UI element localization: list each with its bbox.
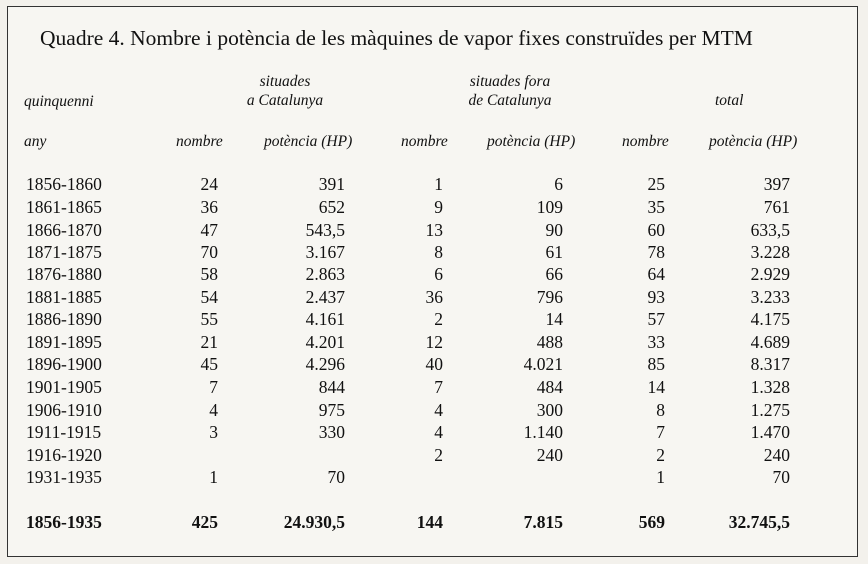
table-row-14-tot-n: 1: [656, 467, 665, 487]
table-row-10-tot-n: 14: [647, 377, 665, 397]
table-row-5-tot-hp: 2.929: [750, 264, 790, 284]
header-any: any: [24, 133, 47, 150]
table-total-row-cat-n: 425: [191, 512, 218, 532]
table-row-4-tot-hp: 3.228: [750, 242, 790, 262]
header-tot-potencia: potència (HP): [709, 133, 798, 150]
table-total-row-cat-hp: 24.930,5: [283, 512, 345, 532]
table-row-13-tot-n: 2: [656, 445, 665, 465]
table-row-7-tot-n: 57: [647, 309, 665, 329]
header-cat-nombre: nombre: [176, 133, 223, 150]
header-group-catalunya-line1: situades: [259, 73, 311, 90]
table-row-9-fora-hp: 4.021: [523, 354, 563, 374]
table-row-1-period: 1856-1860: [26, 174, 102, 194]
table-row-1-tot-hp: 397: [763, 174, 790, 194]
table-row-1-cat-hp: 391: [318, 174, 345, 194]
table-total-row-tot-n: 569: [638, 512, 665, 532]
table-row-11-cat-n: 4: [209, 400, 218, 420]
table-row-9-cat-hp: 4.296: [305, 354, 345, 374]
table-row-4-fora-n: 8: [434, 242, 443, 262]
table-row-1-fora-n: 1: [434, 174, 443, 194]
table-row-14-cat-hp: 70: [327, 467, 345, 487]
table-row-2-fora-hp: 109: [536, 197, 563, 217]
table-row-13-fora-n: 2: [434, 445, 443, 465]
table-row-12-cat-n: 3: [209, 422, 218, 442]
table-row-3-period: 1866-1870: [26, 220, 102, 240]
table-row-3-cat-hp: 543,5: [305, 220, 345, 240]
table-row-10-cat-n: 7: [209, 377, 218, 397]
table-total-row-fora-hp: 7.815: [523, 512, 563, 532]
header-cat-potencia: potència (HP): [264, 133, 353, 150]
table-row-6-cat-n: 54: [200, 287, 218, 307]
table-row-3-fora-hp: 90: [545, 220, 563, 240]
table-row-11-fora-n: 4: [434, 400, 443, 420]
table-row-9-tot-n: 85: [647, 354, 665, 374]
table-row-11-cat-hp: 975: [318, 400, 345, 420]
table-row-11-period: 1906-1910: [26, 400, 102, 420]
table-row-8-cat-hp: 4.201: [305, 332, 345, 352]
header-tot-nombre: nombre: [622, 133, 669, 150]
table-row-7-cat-hp: 4.161: [305, 309, 345, 329]
table-row-6-period: 1881-1885: [26, 287, 102, 307]
table-row-8-fora-hp: 488: [536, 332, 563, 352]
table-row-2-fora-n: 9: [434, 197, 443, 217]
table-total-row-period: 1856-1935: [26, 512, 102, 532]
table-row-10-tot-hp: 1.328: [750, 377, 790, 397]
table-row-6-fora-hp: 796: [536, 287, 563, 307]
table-row-9-tot-hp: 8.317: [750, 354, 790, 374]
header-group-fora-line1: situades fora: [469, 73, 551, 90]
table-row-12-tot-n: 7: [656, 422, 665, 442]
table-row-7-cat-n: 55: [200, 309, 218, 329]
header-fora-potencia: potència (HP): [487, 133, 576, 150]
table-row-6-tot-hp: 3.233: [750, 287, 790, 307]
header-group-catalunya: [225, 72, 345, 110]
table-row-1-cat-n: 24: [200, 174, 218, 194]
table-row-13-fora-hp: 240: [536, 445, 563, 465]
table-row-12-fora-hp: 1.140: [523, 422, 563, 442]
table-row-10-cat-hp: 844: [318, 377, 345, 397]
table-row-3-cat-n: 47: [200, 220, 218, 240]
table-row-9-cat-n: 45: [200, 354, 218, 374]
table-row-5-tot-n: 64: [647, 264, 665, 284]
table-row-14-tot-hp: 70: [772, 467, 790, 487]
table-row-6-cat-hp: 2.437: [305, 287, 345, 307]
table-row-10-fora-n: 7: [434, 377, 443, 397]
table-row-1-tot-n: 25: [647, 174, 665, 194]
table-row-4-cat-hp: 3.167: [305, 242, 345, 262]
table-row-12-period: 1911-1915: [26, 422, 102, 442]
table-row-12-fora-n: 4: [434, 422, 443, 442]
table-row-1-fora-hp: 6: [554, 174, 563, 194]
table-row-6-tot-n: 93: [647, 287, 665, 307]
table-row-12-cat-hp: 330: [318, 422, 345, 442]
table-row-5-period: 1876-1880: [26, 264, 102, 284]
table-row-8-cat-n: 21: [200, 332, 218, 352]
header-quinquenni: quinquenni: [24, 93, 94, 110]
header-group-fora: [448, 72, 572, 110]
table-row-2-period: 1861-1865: [26, 197, 102, 217]
table-total-row-tot-hp: 32.745,5: [728, 512, 790, 532]
table-row-3-tot-hp: 633,5: [750, 220, 790, 240]
table-row-14-cat-n: 1: [209, 467, 218, 487]
table-row-5-fora-hp: 66: [545, 264, 563, 284]
table-row-8-tot-hp: 4.689: [750, 332, 790, 352]
table-row-7-fora-n: 2: [434, 309, 443, 329]
header-group-total: total: [715, 92, 744, 109]
table-row-2-tot-hp: 761: [763, 197, 790, 217]
table-row-2-cat-hp: 652: [318, 197, 345, 217]
table-title: Quadre 4. Nombre i potència de les màquines de vapor fixes construïdes per MTM: [40, 26, 753, 50]
table-row-9-period: 1896-1900: [26, 354, 102, 374]
table-row-4-cat-n: 70: [200, 242, 218, 262]
table-row-5-fora-n: 6: [434, 264, 443, 284]
table-row-7-fora-hp: 14: [545, 309, 563, 329]
table-row-4-period: 1871-1875: [26, 242, 102, 262]
table-row-14-period: 1931-1935: [26, 467, 102, 487]
table-row-7-period: 1886-1890: [26, 309, 102, 329]
table-row-2-cat-n: 36: [200, 197, 218, 217]
table-row-4-fora-hp: 61: [545, 242, 563, 262]
table-row-8-period: 1891-1895: [26, 332, 102, 352]
table-row-5-cat-hp: 2.863: [305, 264, 345, 284]
table-row-2-tot-n: 35: [647, 197, 665, 217]
table-row-7-tot-hp: 4.175: [750, 309, 790, 329]
header-fora-nombre: nombre: [401, 133, 448, 150]
table-row-5-cat-n: 58: [200, 264, 218, 284]
table-row-9-fora-n: 40: [425, 354, 443, 374]
table-row-12-tot-hp: 1.470: [750, 422, 790, 442]
table-row-10-period: 1901-1905: [26, 377, 102, 397]
table-row-13-period: 1916-1920: [26, 445, 102, 465]
table-row-8-tot-n: 33: [647, 332, 665, 352]
table-row-11-tot-n: 8: [656, 400, 665, 420]
table-total-row-fora-n: 144: [416, 512, 443, 532]
table-row-11-tot-hp: 1.275: [750, 400, 790, 420]
table-row-3-fora-n: 13: [425, 220, 443, 240]
table-row-13-tot-hp: 240: [763, 445, 790, 465]
table-row-3-tot-n: 60: [647, 220, 665, 240]
table-row-11-fora-hp: 300: [536, 400, 563, 420]
table-row-10-fora-hp: 484: [536, 377, 563, 397]
table-row-6-fora-n: 36: [425, 287, 443, 307]
header-group-catalunya-line2: a Catalunya: [246, 92, 324, 109]
table-row-4-tot-n: 78: [647, 242, 665, 262]
table-row-8-fora-n: 12: [425, 332, 443, 352]
header-group-fora-line2: de Catalunya: [468, 92, 552, 109]
